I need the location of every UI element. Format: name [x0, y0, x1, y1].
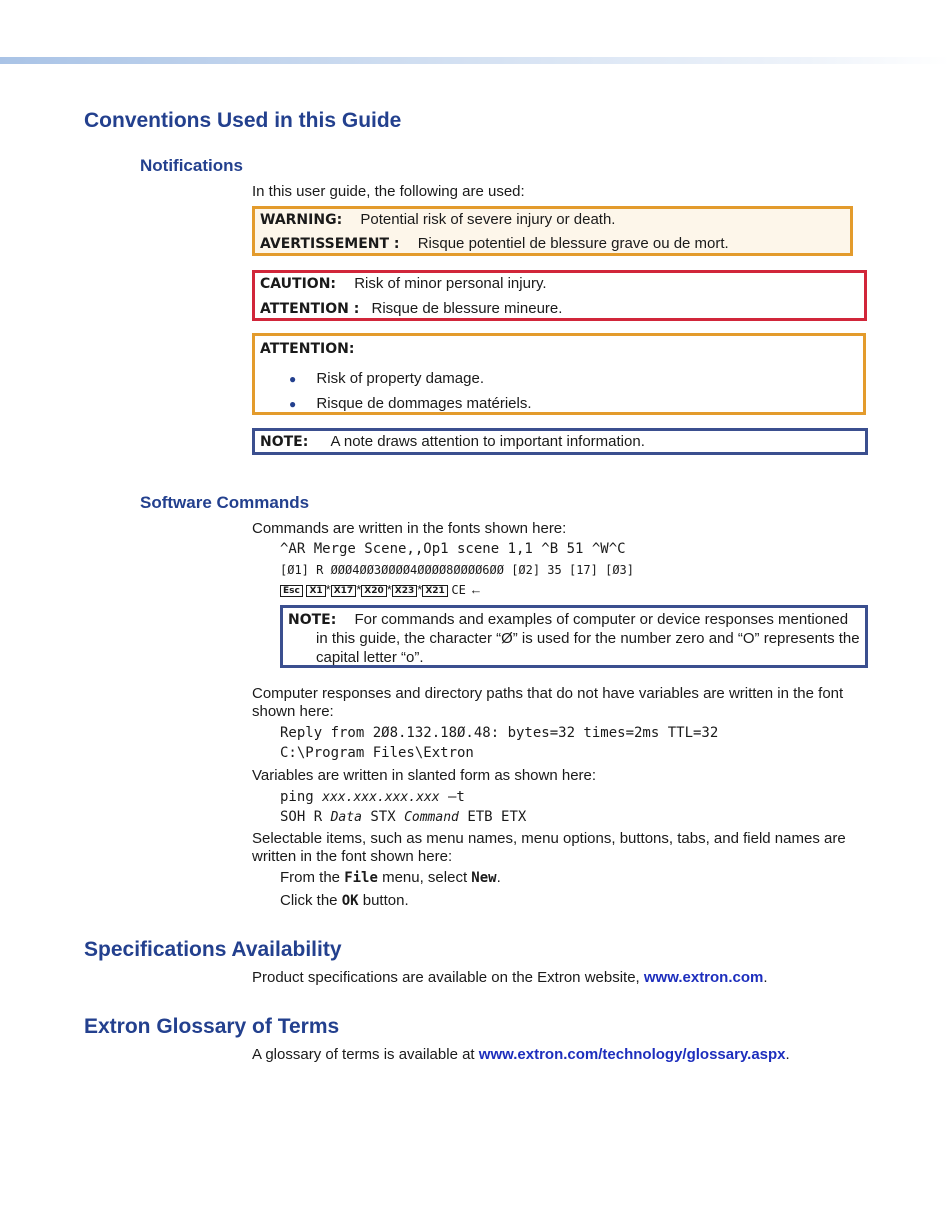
key-x1: X1: [306, 585, 325, 597]
file-menu-name: File: [344, 870, 378, 886]
caution-text: Risk of minor personal injury.: [354, 275, 547, 292]
asterisk: *: [356, 582, 362, 597]
glossary-heading: Extron Glossary of Terms: [84, 1015, 340, 1038]
avertissement-label: AVERTISSEMENT :: [260, 236, 400, 252]
key-x21: X21: [422, 585, 447, 597]
attention-label: ATTENTION:: [260, 341, 355, 357]
warning-label: WARNING:: [260, 212, 343, 228]
conventions-heading: Conventions Used in this Guide: [84, 109, 402, 132]
asterisk: *: [417, 582, 423, 597]
file-menu-example: From the File menu, select New.: [280, 869, 501, 886]
bullet-icon: ●: [289, 372, 297, 386]
bullet-icon: ●: [289, 397, 297, 411]
key-x20: X20: [361, 585, 386, 597]
header-gradient-bar: [0, 57, 950, 64]
ce-text: CE: [451, 583, 466, 597]
note-text: A note draws attention to important information.: [330, 433, 645, 450]
note-label: NOTE:: [260, 434, 309, 450]
asterisk: *: [325, 582, 331, 597]
list-item: ● Risk of property damage.: [289, 370, 484, 387]
note-box: [252, 428, 868, 455]
notifications-heading: Notifications: [140, 156, 243, 175]
command-example-2: [Ø1] R ØØØ4ØØ3ØØØØ4ØØØØ8ØØØØ6ØØ [Ø2] 35 [17] [Ø3]: [280, 563, 635, 577]
character-note-box: NOTE: For commands and examples of computer or device responses mentioned in this guide, the character “Ø” is used for the number zero and “O” represents the capital letter “o”.: [280, 605, 868, 668]
glossary-link[interactable]: www.extron.com/technology/glossary.aspx: [478, 1046, 786, 1063]
attention-fr-text: Risque de blessure mineure.: [371, 300, 563, 317]
specs-text: Product specifications are available on the Extron website, www.extron.com.: [252, 969, 768, 986]
return-arrow-icon: ←: [469, 582, 483, 597]
attention-fr-label: ATTENTION :: [260, 301, 360, 317]
soh-example: SOH R Data STX Command ETB ETX: [280, 809, 527, 825]
warning-text: Potential risk of severe injury or death.: [360, 211, 616, 228]
key-x17: X17: [331, 585, 356, 597]
key-x23: X23: [392, 585, 417, 597]
ping-example: ping xxx.xxx.xxx.xxx —t: [280, 789, 465, 805]
caution-box: [252, 270, 867, 321]
attention-box: [252, 333, 866, 415]
specifications-heading: Specifications Availability: [84, 938, 342, 961]
notifications-intro: In this user guide, the following are used:: [252, 183, 525, 200]
ok-button-example: Click the OK button.: [280, 892, 409, 909]
warning-box: [252, 206, 853, 256]
software-commands-heading: Software Commands: [140, 493, 310, 512]
reply-example: Reply from 2Ø8.132.18Ø.48: bytes=32 times=2ms TTL=32: [280, 725, 719, 741]
avertissement-text: Risque potentiel de blessure grave ou de mort.: [417, 235, 729, 252]
key-esc: Esc: [280, 585, 303, 597]
list-item: ● Risque de dommages matériels.: [289, 395, 532, 412]
caution-label: CAUTION:: [260, 276, 337, 292]
command-example-1: ^AR Merge Scene,,Op1 scene 1,1 ^B 51 ^W^C: [280, 541, 626, 557]
software-intro: Commands are written in the fonts shown here:: [252, 520, 567, 537]
glossary-text: A glossary of terms is available at www.extron.com/technology/glossary.aspx.: [252, 1046, 790, 1063]
ok-item: OK: [341, 893, 359, 909]
responses-text: Computer responses and directory paths that do not have variables are written in the font shown here:: [252, 685, 844, 720]
path-example: C:\Program Files\Extron: [280, 745, 474, 761]
character-note-label: NOTE:: [288, 612, 337, 628]
key-sequence-example: [280, 582, 483, 597]
variables-intro: Variables are written in slanted form as shown here:: [252, 767, 597, 784]
asterisk: *: [386, 582, 392, 597]
new-menu-item: New: [471, 870, 497, 886]
extron-website-link[interactable]: www.extron.com: [643, 969, 764, 986]
selectable-text: Selectable items, such as menu names, menu options, buttons, tabs, and field names are written in the font shown here:: [252, 830, 846, 865]
